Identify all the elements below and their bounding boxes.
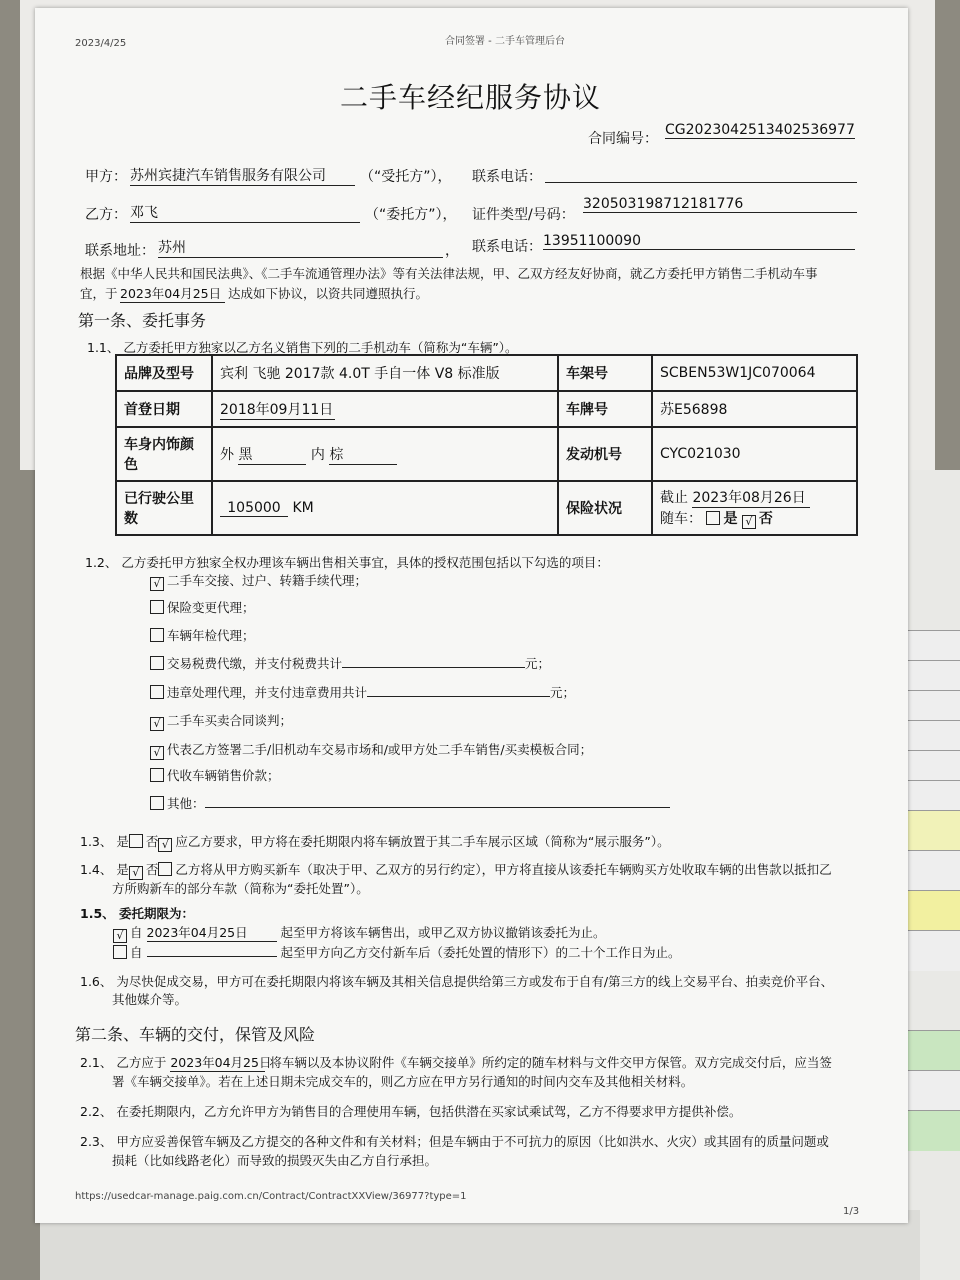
other-field[interactable] <box>205 794 670 808</box>
option-checkbox[interactable]: √ <box>150 717 164 731</box>
table-strip <box>905 1110 960 1151</box>
option-label: 二手车交接、过户、转籍手续代理； <box>167 573 368 588</box>
clause-2-1-date: 2023年04月25日 <box>170 1055 272 1070</box>
table-strip <box>905 750 960 781</box>
clause-1-6-cont: 其他媒介等。 <box>112 992 188 1007</box>
clause-1-3-no: 否 <box>145 834 159 849</box>
clause-2-3-cont: 损耗（比如线路老化）而导致的损毁灭失由乙方自行承担。 <box>112 1153 438 1168</box>
option-label: 代收车辆销售价款； <box>167 768 280 783</box>
option-checkbox[interactable] <box>150 600 164 614</box>
option-checkbox[interactable] <box>150 796 164 810</box>
option-checkbox[interactable] <box>150 768 164 782</box>
address-value: 苏州 <box>158 237 443 258</box>
table-strip <box>905 1070 960 1111</box>
option-checkbox[interactable] <box>150 628 164 642</box>
table-strip <box>905 690 960 721</box>
clause-2-1-text: 将车辆以及本协议附件《车辆交接单》所约定的随车材料与文件交甲方保管。双方完成交付后，应当签 <box>269 1055 832 1070</box>
color-cell <box>212 427 558 481</box>
clause-1-3-yes: 1.3、 是 <box>80 834 129 849</box>
insurance-yes-checkbox[interactable] <box>706 511 720 525</box>
article-1-title: 第一条、委托事务 <box>78 311 207 330</box>
clause-1-4-cont: 方所购新车的部分车款（简称为“委托处置”）。 <box>112 881 369 896</box>
table-strip <box>905 720 960 751</box>
table-strip <box>905 930 960 971</box>
clause-1-3-yes-checkbox[interactable] <box>129 834 143 848</box>
print-date: 2023/4/25 <box>75 38 127 49</box>
violation-amount-field[interactable] <box>367 683 550 697</box>
insurance-prefix: 截止 <box>660 490 688 506</box>
engine-label: 发动机号 <box>558 427 652 481</box>
term-option-2 <box>113 943 681 961</box>
insurance-cell <box>652 481 857 535</box>
clause-1-4-yes: 1.4、 是 <box>80 862 129 877</box>
insurance-date: 2023年08月26日 <box>692 487 810 508</box>
page-title: 二手车经纪服务协议 <box>340 81 602 114</box>
clause-1-2: 1.2、 乙方委托甲方独家全权办理该车辆出售相关事宜，具体的授权范围包括以下勾选的项目： <box>85 555 609 570</box>
tax-amount-field[interactable] <box>342 654 525 668</box>
term-2-from: 自 <box>130 945 143 960</box>
option-suffix: 元； <box>550 685 576 700</box>
mileage-value: 105000 <box>220 500 288 517</box>
table-strip <box>905 850 960 891</box>
option-item <box>150 794 670 812</box>
clause-1-4-yes-checkbox[interactable]: √ <box>129 866 143 880</box>
option-item <box>150 654 550 672</box>
table-strip <box>905 890 960 931</box>
address-label: 联系地址： <box>85 243 155 259</box>
plate-label: 车牌号 <box>558 391 652 427</box>
term-2-checkbox[interactable] <box>113 945 127 959</box>
clause-1-4-text: 乙方将从甲方购买新车（取决于甲、乙双方的另行约定），甲方将直接从该委托车辆购买方处收取车辆的出售款以抵扣乙 <box>175 862 832 877</box>
table-strip <box>905 1030 960 1071</box>
option-checkbox[interactable] <box>150 685 164 699</box>
phone-a-field <box>545 168 857 183</box>
clause-1-4-no-checkbox[interactable] <box>158 862 172 876</box>
brand-label: 品牌及型号 <box>116 355 212 391</box>
mileage-unit: KM <box>292 499 314 516</box>
clause-2-3: 2.3、 甲方应妥善保管车辆及乙方提交的各种文件和有关材料；但是车辆由于不可抗力的原因（比如洪水、火灾）或其固有的质量问题或 <box>80 1134 829 1149</box>
clause-1-3 <box>80 832 670 852</box>
footer-url: https://usedcar-manage.paig.com.cn/Contract/ContractXXView/36977?type=1 <box>75 1191 467 1202</box>
contract-no: CG2023042513402536977 <box>665 122 855 138</box>
clause-1-4 <box>80 860 832 880</box>
option-checkbox[interactable]: √ <box>150 746 164 760</box>
party-b-label: 乙方： <box>85 207 127 223</box>
party-a-value: 苏州宾捷汽车销售服务有限公司 <box>130 165 355 186</box>
term-2-text: 起至甲方向乙方交付新车后（委托处置的情形下）的二十个工作日为止。 <box>280 945 681 960</box>
option-label: 车辆年检代理； <box>167 628 255 643</box>
option-item <box>150 598 255 616</box>
clause-2-1-start: 2.1、 乙方应于 <box>80 1055 167 1070</box>
clause-1-1: 1.1、 乙方委托甲方独家以乙方名义销售下列的二手机动车（简称为“车辆”）。 <box>87 340 518 355</box>
clause-2-1 <box>80 1053 832 1072</box>
id-label: 证件类型/号码： <box>472 207 575 223</box>
insurance-label: 保险状况 <box>558 481 652 535</box>
phone-b-value: 13951100090 <box>543 233 855 250</box>
term-1-text: 起至甲方将该车辆售出，或甲乙双方协议撤销该委托为止。 <box>280 925 606 940</box>
option-item <box>150 740 592 760</box>
plate-value: 苏E56898 <box>652 391 857 427</box>
option-suffix: 元； <box>525 656 551 671</box>
phone-label-a: 联系电话： <box>472 169 542 185</box>
intro-line-2-end: 达成如下协议，以资共同遵照执行。 <box>228 286 429 301</box>
vin-label: 车架号 <box>558 355 652 391</box>
option-checkbox[interactable] <box>150 656 164 670</box>
term-2-date <box>147 944 277 957</box>
party-b-role: （“委托方”）， <box>365 207 457 223</box>
table-strip <box>905 810 960 851</box>
contract-no-label: 合同编号： <box>588 131 658 147</box>
article-2-title: 第二条、车辆的交付，保管及风险 <box>75 1025 316 1044</box>
option-item <box>150 766 280 784</box>
reg-date-label: 首登日期 <box>116 391 212 427</box>
insurance-follow-label: 随车： <box>660 511 702 527</box>
term-1-checkbox[interactable]: √ <box>113 929 127 943</box>
option-label: 交易税费代缴，并支付税费共计 <box>167 656 343 671</box>
clause-1-6: 1.6、 为尽快促成交易，甲方可在委托期限内将该车辆及其相关信息提供给第三方或发布于自有/第三方的线上交易平台、拍卖竞价平台、 <box>80 974 834 989</box>
option-item <box>150 683 575 701</box>
party-b-value: 邓飞 <box>130 202 360 223</box>
vin-value: SCBEN53W1JC070064 <box>652 355 857 391</box>
mileage-label: 已行驶公里数 <box>116 481 212 535</box>
site-title: 合同签署 - 二手车管理后台 <box>445 36 565 47</box>
id-value: 320503198712181776 <box>583 196 857 213</box>
party-a-role: （“受托方”）， <box>360 169 452 185</box>
brand-value: 宾利 飞驰 2017款 4.0T 手自一体 V8 标准版 <box>212 355 558 391</box>
intro-line-1: 根据《中华人民共和国民法典》、《二手车流通管理办法》等有关法律法规，甲、乙双方经友好协商，就乙方委托甲方销售二手机动车事 <box>80 266 818 281</box>
clause-1-5: 1.5、 委托期限为： <box>80 906 194 921</box>
table-strip <box>905 780 960 811</box>
insurance-no-checkbox[interactable]: √ <box>742 515 756 529</box>
term-1-date: 2023年04月25日 <box>147 923 277 942</box>
clause-1-3-text: 应乙方要求，甲方将在委托期限内将车辆放置于其二手车展示区域（简称为“展示服务”）。 <box>175 834 670 849</box>
reg-date-cell <box>212 391 558 427</box>
option-label: 代表乙方签署二手/旧机动车交易市场和/或甲方处二手车销售/买卖模板合同； <box>167 742 593 757</box>
contract-page <box>35 8 908 1223</box>
exterior-value: 黑 <box>238 444 306 465</box>
option-label: 二手车买卖合同谈判； <box>167 713 293 728</box>
page-number: 1/3 <box>843 1206 860 1217</box>
insurance-yes-label: 是 <box>723 511 738 527</box>
color-label: 车身内饰颜色 <box>116 427 212 481</box>
option-label: 违章处理代理，并支付违章费用共计 <box>167 685 368 700</box>
phone-label-b: 联系电话： <box>472 239 542 255</box>
intro-date: 2023年04月25日 <box>120 284 225 303</box>
table-strip <box>905 630 960 661</box>
term-option-1 <box>113 923 606 943</box>
option-item <box>150 571 367 591</box>
intro-line-2-start: 宜，于 <box>80 286 118 301</box>
reg-date-value: 2018年09月11日 <box>220 399 335 420</box>
insurance-no-label: 否 <box>758 511 773 527</box>
option-label: 保险变更代理； <box>167 600 255 615</box>
party-a-label: 甲方： <box>85 169 127 185</box>
clause-2-2: 2.2、 在委托期限内，乙方允许甲方为销售目的合理使用车辆，包括供潜在买家试乘试驾，乙方不得要求甲方提供补偿。 <box>80 1104 742 1119</box>
mileage-cell <box>212 481 558 535</box>
clause-2-1-cont: 署《车辆交接单》。若在上述日期未完成交车的，则乙方应在甲方另行通知的时间内交车及其他相关材料。 <box>112 1074 694 1089</box>
term-1-from: 自 <box>130 925 143 940</box>
option-checkbox[interactable]: √ <box>150 577 164 591</box>
clause-1-3-no-checkbox[interactable]: √ <box>158 838 172 852</box>
option-label: 其他： <box>167 796 205 811</box>
interior-label: 内 <box>310 446 325 463</box>
address-comma: ， <box>445 243 459 259</box>
exterior-label: 外 <box>220 446 234 463</box>
table-strip <box>905 660 960 691</box>
vehicle-table <box>115 354 858 536</box>
option-item <box>150 626 255 644</box>
interior-value: 棕 <box>329 444 397 465</box>
option-item <box>150 711 292 731</box>
clause-1-4-no: 否 <box>145 862 159 877</box>
engine-value: CYC021030 <box>652 427 857 481</box>
